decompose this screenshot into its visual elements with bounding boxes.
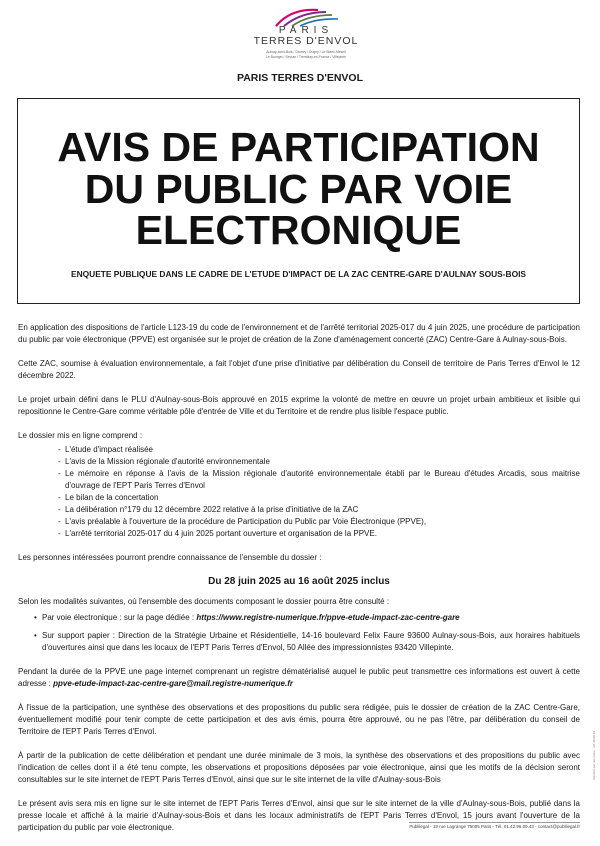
list-item: - L'étude d'impact réalisée (58, 444, 580, 456)
list-item: - Le bilan de la concertation (58, 492, 580, 504)
list-item: - La délibération n°179 du 12 décembre 2022 relative à la prise d'initiative de la ZAC (58, 504, 580, 516)
paragraph-registry (18, 666, 580, 690)
side-note: Imprimé par nos soins - réf. 25 00 26 (592, 730, 596, 780)
paragraph-synthesis: À l'issue de la participation, une synthèse des observations et des propositions du public sera rédigée, puis le dossier de création de la ZAC Centre-Gare, éventuellement modifié pour tenir compte de cette participation et des avis émis, pourra être approuvé, ou ne pas l'être, par délibération du conseil de Territoire de l'EPT Paris Terres d'Envol. (18, 703, 580, 736)
list-item: - L'avis préalable à l'ouverture de la procédure de Participation du Public par Voie Électronique (PPVE), (58, 516, 580, 528)
title-line-1: AVIS DE PARTICIPATION (57, 124, 540, 170)
issuer-name: PARIS TERRES D'ENVOL (237, 72, 363, 84)
list-item (34, 612, 580, 624)
footer: Publilegal - 19 rue Lagrange 75005 Paris - Tél. 01.42.96.09.43 - contact@publilegal.fr (409, 824, 580, 829)
title-line-2: DU PUBLIC PAR VOIE (84, 165, 513, 212)
title-frame (17, 98, 580, 304)
list-item: - Le mémoire en réponse à l'avis de la Mission régionale d'autorité environnementale établi par le Bureau d'études Arcadis, sous maitrise d'ouvrage de l'EPT Paris Terres d'Envol (58, 468, 580, 492)
notice-body (18, 322, 580, 846)
list-item: • Sur support papier : Direction de la Stratégie Urbaine et Résidentielle, 14-16 boulevard Felix Faure 93600 Aulnay-sous-Bois, aux horaires habituels d'ouvertures ainsi que dans les locaux de l'EPT Paris Terres d'Envol, 50 Allée des impressionnistes 93420 Villepinte. (34, 630, 580, 654)
page-title (18, 124, 579, 253)
paragraph-zac: Cette ZAC, soumise à évaluation environnementale, a fait l'objet d'une prise d'initiative par délibération du Conseil de territoire de Paris Terres d'Envol le 12 décembre 2022. (18, 359, 580, 380)
modalities-list (34, 612, 580, 654)
list-item: - L'avis de la Mission régionale d'autorité environnementale (58, 456, 580, 468)
logo-communes-2: Le Bourget / Sevran / Tremblay-en-France / Villepinte (265, 55, 347, 59)
logo-line-2: TERRES D'ENVOL (253, 35, 359, 47)
registry-email-link[interactable]: ppve-etude-impact-zac-centre-gare@mail.registre-numerique.fr (53, 679, 293, 688)
logo-line-1: PARIS (278, 25, 334, 36)
logo-communes-1: Aulnay-sous-Bois / Drancy / Dugny / Le Blanc-Mesnil (266, 50, 346, 54)
registry-text: Pendant la durée de la PPVE une page internet comprenant un registre dématérialisé auquel le public peut transmettre ces informations est ouvert à cette adresse : (18, 667, 580, 688)
consultation-period: Du 28 juin 2025 au 16 août 2025 inclus (208, 576, 390, 587)
dossier-intro: Le dossier mis en ligne comprend : (18, 431, 143, 440)
paragraph-legal-basis: En application des dispositions de l'article L123-19 du code de l'environnement et de l'arrêté territorial 2025-017 du 4 juin 2025, une procédure de participation du public par voie électronique (PPVE) est organisée sur le projet de création de la Zone d'aménagement concerté (ZAC) Centre-Gare à Aulnay-sous-Bois. (18, 323, 580, 344)
logo (246, 6, 366, 64)
dossier-list (58, 444, 580, 540)
list-item: - L'arrêté territorial 2025-017 du 4 juin 2025 portant ouverture et organisation de la PPVE. (58, 528, 580, 540)
registry-link[interactable]: https://www.registre-numerique.fr/ppve-etude-impact-zac-centre-gare (196, 613, 460, 622)
paragraph-modalities: Selon les modalités suivantes, où l'ensemble des documents composant le dossier pourra être consulté : (18, 597, 390, 606)
paragraph-notice-publication: Le présent avis sera mis en ligne sur le site internet de l'EPT Paris Terres d'Envol, ainsi que sur le site internet de la ville d'Aulnay-sous-Bois, publié dans la presse locale et affiché à la mairie d'Aulnay-sous-Bois et dans les locaux administratifs de l'EPT Paris Terres d'Envol, 15 jours avant l'ouverture de la participation du public par voie électronique. (18, 799, 580, 832)
paragraph-publication: À partir de la publication de cette délibération et pendant une durée minimale de 3 mois, la synthèse des observations et des propositions du public avec l'indication de celles dont il a été tenu compte, les observations et propositions déposées par voie électronique, ainsi que les motifs de la décision seront consultables sur le site internet de l'EPT Paris Terres d'Envol, ainsi que sur le site internet de la ville d'Aulnay-sous-Bois (18, 751, 580, 784)
title-line-3: ELECTRONIQUE (135, 207, 462, 253)
subtitle: ENQUETE PUBLIQUE DANS LE CADRE DE L'ETUDE D'IMPACT DE LA ZAC CENTRE-GARE D'AULNAY SOUS-BOIS (71, 269, 526, 279)
paragraph-project: Le projet urbain défini dans le PLU d'Aulnay-sous-Bois approuvé en 2015 exprime la volonté de mettre en œuvre un projet urbain ambitieux et lisible qui repositionne le Centre-Gare comme véritable pôle d'entrée de Ville et du Territoire et de rendre plus lisible l'espace public. (18, 395, 580, 416)
electronic-mode-label: Par voie électronique : sur la page dédiée : (42, 613, 197, 622)
paragraph-consultation: Les personnes intéressées pourront prendre connaissance de l'ensemble du dossier : (18, 553, 322, 562)
